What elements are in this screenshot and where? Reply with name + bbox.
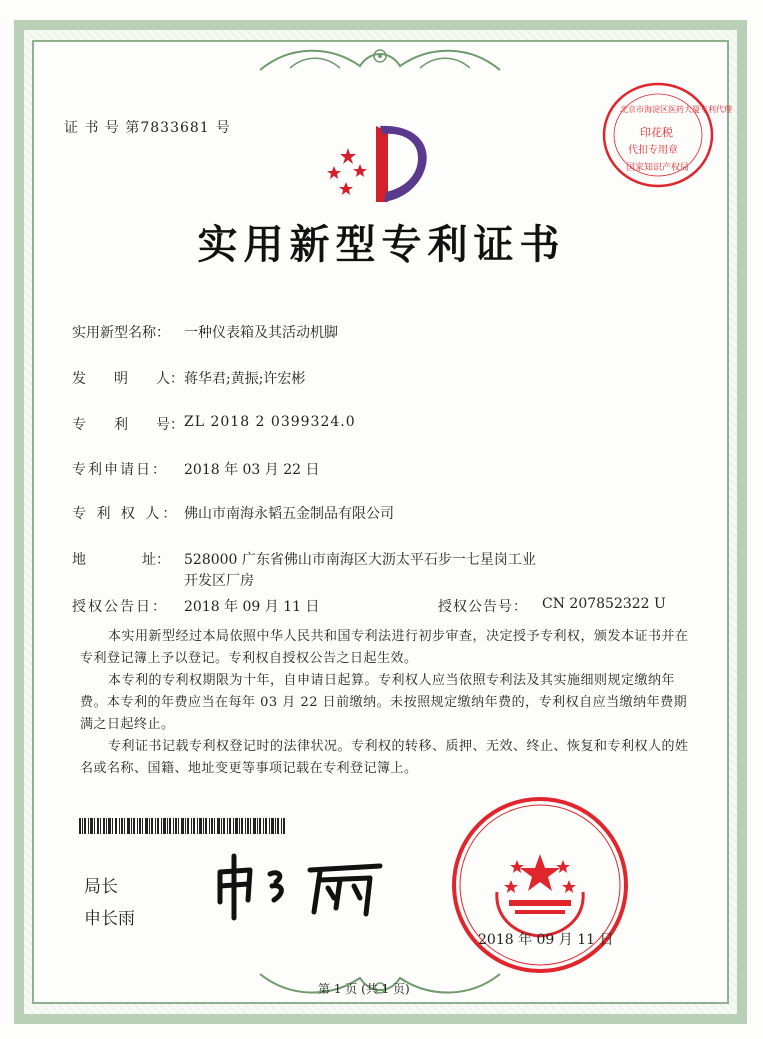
filing-date-label: 专利申请日：: [72, 462, 168, 478]
grant-date-label: 授权公告日：: [72, 599, 168, 615]
patent-number-label: 专 利 号：: [72, 417, 184, 433]
address-label: 地 址：: [72, 552, 170, 568]
patent-office-logo-icon: [318, 118, 443, 208]
utility-name-value: 一种仪表箱及其活动机脚: [184, 325, 338, 341]
barcode-icon: [79, 818, 285, 834]
stamp-top-text: 北京市海淀区医药大厦专利代理: [620, 105, 732, 114]
utility-name-label: 实用新型名称：: [72, 325, 170, 341]
grant-date-value: 2018 年 09 月 11 日: [184, 599, 320, 615]
paragraph-1: 本实用新型经过本局依照中华人民共和国专利法进行初步审查，决定授予专利权，颁发本证书并在专利登记簿上予以登记。专利权自授权公告之日起生效。: [80, 629, 689, 666]
certificate-number: [64, 117, 231, 137]
patentee-label: 专 利 权 人：: [72, 506, 180, 522]
address-line-2: 开发区厂房: [184, 573, 254, 589]
inventor-value: 蒋华君;黄振;许宏彬: [184, 371, 306, 387]
address-line-1: 528000 广东省佛山市南海区大沥太平石步一七星岗工业: [184, 552, 536, 568]
director-title: 局长: [84, 877, 118, 897]
stamp-center-text-2: 代扣专用章: [628, 145, 678, 156]
top-ornament: [250, 40, 510, 76]
filing-date-value: 2018 年 03 月 22 日: [184, 462, 320, 478]
paragraph-2: 本专利的专利权期限为十年，自申请日起算。专利权人应当依照专利法及其实施细则规定缴纳年费。本专利的年费应当在每年 03 月 22 日前缴纳。未按照规定缴纳年费的，专利权自应当缴纳年费期满之日起终止。: [80, 673, 688, 732]
grant-number-label: 授权公告号：: [438, 599, 528, 615]
cert-no-suffix: 号: [215, 120, 231, 136]
grant-number-value: CN 207852322 U: [542, 596, 666, 612]
stamp-center-text: 印花税: [640, 126, 673, 139]
cert-no-value: 7833681: [140, 120, 210, 136]
cert-no-prefix: 证 书 号 第: [64, 120, 141, 136]
patentee-value: 佛山市南海永韬五金制品有限公司: [184, 506, 394, 522]
paragraph-3: 专利证书记载专利权登记时的法律状况。专利权的转移、质押、无效、终止、恢复和专利权人的姓名或名称、国籍、地址变更等事项记载在专利登记簿上。: [80, 739, 689, 776]
patent-number-value: ZL 2018 2 0399324.0: [184, 414, 356, 430]
director-name: 申长雨: [84, 909, 135, 929]
page-footer: 第 1 页 (共 1 页): [318, 982, 410, 996]
seal-date: 2018 年 09 月 11 日: [478, 932, 614, 948]
stamp-bottom-text: 国家知识产权局: [626, 163, 690, 173]
certificate-title: 实用新型专利证书: [197, 221, 566, 268]
director-signature: [210, 852, 400, 922]
inventor-label: 发 明 人：: [72, 371, 184, 387]
